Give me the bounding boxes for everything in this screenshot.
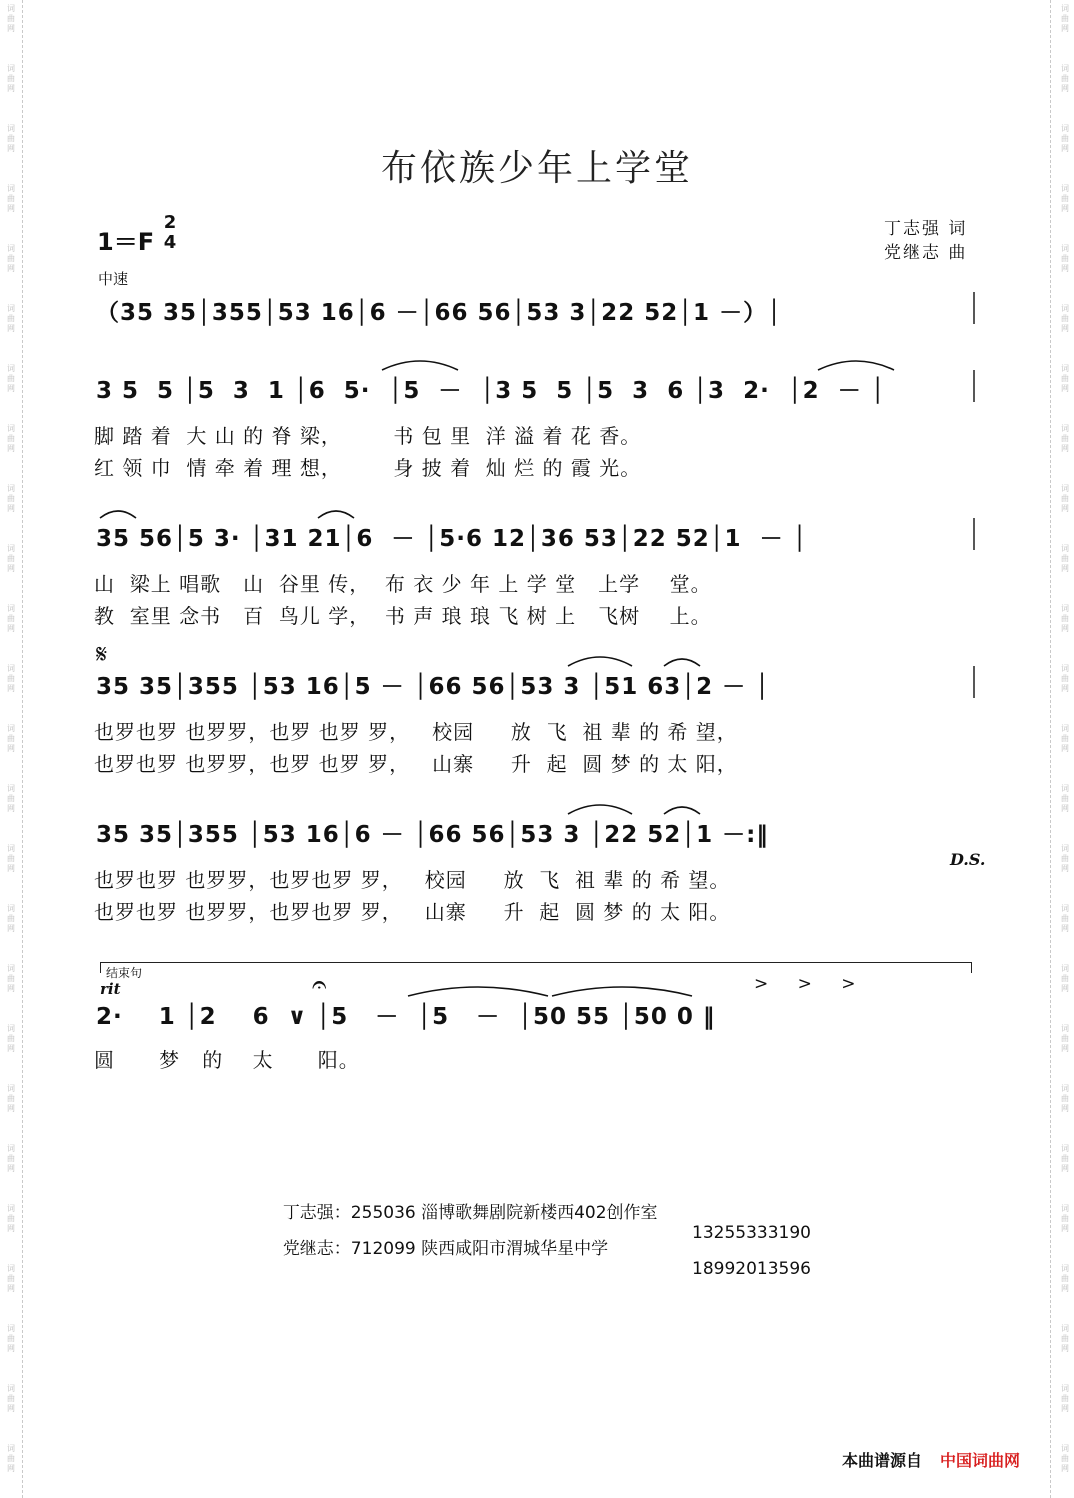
source-credit — [842, 1448, 1020, 1471]
watermark-mark: 词 曲 网 — [1061, 424, 1069, 453]
watermark-mark: 词 曲 网 — [1061, 64, 1069, 93]
watermark-mark: 词 曲 网 — [7, 4, 15, 33]
composer-credit: 党继志 曲 — [884, 243, 968, 263]
lyric-verse-2-line-2: 教 室里 念书 百 鸟儿 学， 书 声 琅 琅 飞 树 上 飞树 上。 — [94, 604, 712, 628]
lyric-verse-1-line-2: 山 梁上 唱歌 山 谷里 传， 布 衣 少 年 上 学 堂 上学 堂。 — [94, 572, 712, 596]
watermark-mark: 词 曲 网 — [7, 724, 15, 753]
accent-marks: > > > — [754, 974, 868, 994]
slur-icon — [568, 805, 632, 814]
slur-icon — [664, 807, 700, 814]
staff-line-coda: 2· 1 │2 6 ∨ │5 － │5 － │50 55 │50 0 ‖ — [96, 1004, 716, 1030]
watermark-mark: 词 曲 网 — [1061, 244, 1069, 273]
watermark-mark: 词 曲 网 — [1061, 124, 1069, 153]
watermark-mark: 词 曲 网 — [7, 1384, 15, 1413]
watermark-mark: 词 曲 网 — [1061, 604, 1069, 633]
lyric-coda: 圆 梦 的 太 阳。 — [94, 1048, 360, 1072]
slur-icon — [100, 511, 136, 518]
tempo-marking: 中速 — [98, 270, 129, 288]
watermark-mark: 词 曲 网 — [1061, 1084, 1069, 1113]
staff-line-2: 35 56│5 3· │31 21│6 － │5·6 12│36 53│22 52│1 － │ — [96, 526, 808, 552]
slur-icon — [552, 987, 692, 996]
watermark-mark: 词 曲 网 — [7, 604, 15, 633]
watermark-mark: 词 曲 网 — [7, 1084, 15, 1113]
slur-icon — [382, 361, 458, 370]
slur-marks — [100, 361, 894, 996]
watermark-mark: 词 曲 网 — [7, 544, 15, 573]
time-signature-top: 2 — [163, 212, 177, 233]
watermark-mark: 词 曲 网 — [7, 1204, 15, 1233]
watermark-mark: 词 曲 网 — [7, 1324, 15, 1353]
watermark-mark: 词 曲 网 — [7, 844, 15, 873]
ritardando-marking: rit — [100, 980, 121, 998]
watermark-mark: 词 曲 网 — [1061, 4, 1069, 33]
watermark-mark: 词 曲 网 — [1061, 1204, 1069, 1233]
contact-composer-text: 党继志：712099 陕西咸阳市渭城华星中学 — [282, 1239, 609, 1259]
watermark-mark: 词 曲 网 — [7, 784, 15, 813]
slur-icon — [568, 657, 632, 666]
watermark-mark: 词 曲 网 — [1061, 1324, 1069, 1353]
key-signature: 1＝F — [97, 228, 155, 256]
watermark-mark: 词 曲 网 — [1061, 964, 1069, 993]
watermark-mark: 词 曲 网 — [1061, 1264, 1069, 1293]
contact-lyricist-phone: 13255333190 — [692, 1223, 811, 1243]
watermark-mark: 词 曲 网 — [7, 1264, 15, 1293]
watermark-mark: 词 曲 网 — [7, 184, 15, 213]
time-signature-bottom: 4 — [163, 232, 177, 253]
lyric-verse-1-line-4: 也罗也罗 也罗罗，也罗也罗 罗， 校园 放 飞 祖 辈 的 希 望。 — [94, 868, 731, 892]
staff-line-intro: （35 35│355│53 16│6 －│66 56│53 3│22 52│1 －）│ — [96, 300, 782, 326]
watermark-mark: 词 曲 网 — [7, 1144, 15, 1173]
staff-line-1: 3 5 5 │5 3 1 │6 5· │5 － │3 5 5 │5 3 6 │3 2· │2 － │ — [96, 378, 886, 404]
watermark-mark: 词 曲 网 — [7, 244, 15, 273]
contact-lyricist-text: 丁志强：255036 淄博歌舞剧院新楼西402创作室 — [282, 1203, 658, 1223]
segno-sign: 𝄋 — [96, 640, 108, 670]
watermark-mark: 词 曲 网 — [7, 64, 15, 93]
slur-icon — [818, 361, 894, 370]
lyric-verse-2-line-1: 红 领 巾 情 牵 着 理 想， 身 披 着 灿 烂 的 霞 光。 — [94, 456, 642, 480]
watermark-mark: 词 曲 网 — [1061, 544, 1069, 573]
watermark-mark: 词 曲 网 — [7, 364, 15, 393]
watermark-mark: 词 曲 网 — [1061, 1384, 1069, 1413]
watermark-mark: 词 曲 网 — [7, 1024, 15, 1053]
song-title: 布依族少年上学堂 — [380, 148, 693, 189]
staff-line-4: 35 35│355 │53 16│6 － │66 56│53 3 │22 52│1 －:‖ — [96, 822, 769, 848]
fermata-icon: 𝄐 — [312, 970, 327, 1000]
watermark-mark: 词 曲 网 — [1061, 304, 1069, 333]
watermark-mark: 词 曲 网 — [7, 1444, 15, 1473]
staff-line-3: 35 35│355 │53 16│5 － │66 56│53 3 │51 63│2 － │ — [96, 674, 770, 700]
source-site-link[interactable]: 中国词曲网 — [940, 1451, 1021, 1470]
watermark-mark: 词 曲 网 — [1061, 1144, 1069, 1173]
lyric-verse-2-line-3: 也罗也罗 也罗罗，也罗 也罗 罗， 山寨 升 起 圆 梦 的 太 阳， — [94, 752, 738, 776]
ds-marking: D.S. — [950, 850, 986, 869]
watermark-mark: 词 曲 网 — [7, 484, 15, 513]
lyric-verse-2-line-4: 也罗也罗 也罗罗，也罗也罗 罗， 山寨 升 起 圆 梦 的 太 阳。 — [94, 900, 731, 924]
watermark-mark: 词 曲 网 — [1061, 1444, 1069, 1473]
slur-icon — [408, 987, 548, 996]
watermark-mark: 词 曲 网 — [7, 124, 15, 153]
watermark-mark: 词 曲 网 — [1061, 184, 1069, 213]
lyric-verse-1-line-1: 脚 踏 着 大 山 的 脊 梁， 书 包 里 洋 溢 着 花 香。 — [94, 424, 642, 448]
watermark-mark: 词 曲 网 — [1061, 904, 1069, 933]
watermark-mark: 词 曲 网 — [7, 424, 15, 453]
watermark-mark: 词 曲 网 — [1061, 364, 1069, 393]
lyric-verse-1-line-3: 也罗也罗 也罗罗，也罗 也罗 罗， 校园 放 飞 祖 辈 的 希 望， — [94, 720, 738, 744]
watermark-mark: 词 曲 网 — [7, 904, 15, 933]
watermark-mark: 词 曲 网 — [1061, 1024, 1069, 1053]
watermark-mark: 词 曲 网 — [1061, 724, 1069, 753]
watermark-mark: 词 曲 网 — [7, 664, 15, 693]
watermark-mark: 词 曲 网 — [1061, 784, 1069, 813]
watermark-mark: 词 曲 网 — [1061, 844, 1069, 873]
coda-label: 结束句 — [106, 966, 143, 980]
watermark-mark: 词 曲 网 — [7, 964, 15, 993]
source-prefix: 本曲谱源自 — [842, 1451, 923, 1470]
watermark-mark: 词 曲 网 — [1061, 664, 1069, 693]
watermark-mark: 词 曲 网 — [7, 304, 15, 333]
lyricist-credit: 丁志强 词 — [884, 219, 968, 239]
slur-icon — [318, 511, 354, 518]
slur-icon — [664, 659, 700, 666]
watermark-mark: 词 曲 网 — [1061, 484, 1069, 513]
contact-composer-phone: 18992013596 — [692, 1259, 811, 1279]
